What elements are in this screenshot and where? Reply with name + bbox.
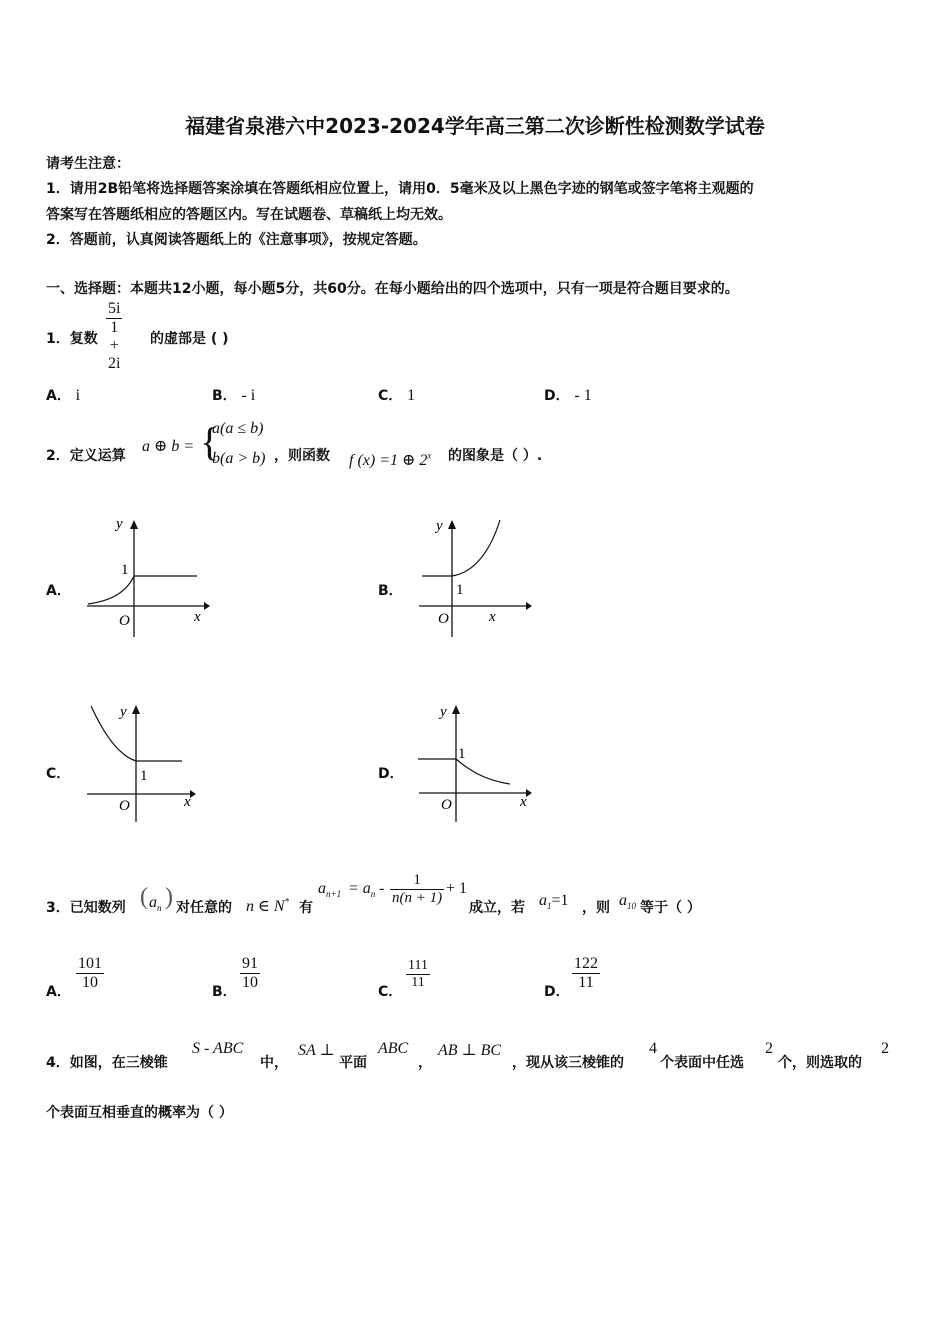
- graph-b: [414, 515, 544, 640]
- q1-fraction: [106, 300, 122, 373]
- graph-a-x-label: x: [194, 609, 201, 625]
- question-3: [46, 872, 926, 922]
- q2-case2: b(a > b): [212, 450, 266, 467]
- q3-seq-bracket-right: ): [165, 884, 173, 910]
- q4-p4: ，现从该三棱锥的: [512, 1055, 624, 1071]
- page-title: 福建省泉港六中2023-2024学年高三第二次诊断性检测数学试卷: [185, 114, 765, 138]
- q4-perp1: SA ⊥: [298, 1042, 335, 1059]
- q4-p3: ，: [418, 1055, 432, 1071]
- q3-p3: 成立，若: [469, 900, 525, 916]
- graph-b-origin: O: [438, 611, 449, 627]
- section-heading: 一、选择题：本题共12小题，每小题5分，共60分。在每小题给出的四个选项中，只有一项是符合题目要求的。: [46, 281, 739, 297]
- q2-option-c-label: C．: [46, 766, 71, 782]
- graph-b-y-label: y: [436, 518, 443, 534]
- q3-seq: $a_n$: [149, 894, 162, 914]
- notice-heading: 请考生注意：: [46, 156, 130, 172]
- q2-func: f (x) =1 ⊕ 2$^x$: [349, 450, 432, 469]
- q4-n4: 4: [649, 1040, 657, 1057]
- q4-p2: 平面: [339, 1055, 367, 1071]
- q1-option-c: C． 1: [378, 387, 416, 404]
- q4-plane: ABC: [378, 1040, 409, 1057]
- graph-d-y-label: y: [440, 704, 447, 720]
- q3-target: $a_{10}$: [619, 892, 636, 912]
- question-4: [46, 1038, 926, 1078]
- graph-a: [82, 515, 212, 640]
- graph-c: [82, 700, 212, 825]
- q4-n2: 2: [765, 1040, 773, 1057]
- graph-b-one: 1: [456, 582, 464, 598]
- graph-c-origin: O: [119, 798, 130, 814]
- q4-p6: 个，则选取的: [778, 1055, 862, 1071]
- graph-a-y-label: y: [116, 516, 123, 532]
- q4-p5: 个表面中任选: [660, 1055, 744, 1071]
- graph-b-x-label: x: [489, 609, 496, 625]
- graph-d-one: 1: [458, 746, 466, 762]
- q3-p2: 有: [299, 900, 313, 916]
- q3-rec-minus: -: [379, 880, 385, 897]
- q3-init: $a_1=1$: [539, 892, 569, 912]
- notice-line1b: 答案写在答题纸相应的答题区内。写在试题卷、草稿纸上均无效。: [46, 207, 452, 223]
- q2-option-b-label: B．: [378, 583, 403, 599]
- notice-line2: 2．答题前，认真阅读答题纸上的《注意事项》，按规定答题。: [46, 232, 427, 248]
- graph-d: [414, 700, 544, 825]
- q2-option-d-label: D．: [378, 766, 404, 782]
- q1-option-a: A． i: [46, 387, 81, 404]
- q1-tail: 的虚部是 ( ): [150, 331, 229, 347]
- q4-stem: 4．如图，在三棱锥: [46, 1055, 168, 1071]
- q3-rec-fraction: $\frac{1}{n(n + 1)}$: [392, 872, 443, 906]
- q3-rec-eq: = $a_n$: [348, 880, 376, 900]
- graph-c-x-label: x: [184, 794, 191, 810]
- q3-seq-bracket-left: (: [140, 884, 148, 910]
- graph-d-origin: O: [441, 797, 452, 813]
- q3-rec-lhs: $a_{n+1}$: [318, 880, 342, 900]
- question-2: [46, 416, 926, 476]
- q2-case1: a(a ≤ b): [212, 420, 264, 437]
- q3-rec-plus: + 1: [446, 880, 468, 897]
- q1-option-b: B． - i: [212, 387, 256, 404]
- q3-nset: n ∈ N*: [246, 896, 290, 915]
- q2-option-a-label: A．: [46, 583, 71, 599]
- q1-stem: 1．复数: [46, 331, 98, 347]
- q1-frac-num: 5i: [108, 300, 121, 317]
- graph-c-y-label: y: [120, 704, 127, 720]
- q2-mid: ，则函数: [274, 448, 330, 464]
- q3-stem: 3．已知数列: [46, 900, 126, 916]
- q4-n2b: 2: [881, 1040, 889, 1057]
- q2-tail: 的图象是（ ）.: [448, 448, 543, 464]
- q4-perp2: AB ⊥ BC: [438, 1042, 502, 1059]
- q4-pyramid: S - ABC: [192, 1040, 244, 1057]
- q3-p4: ，则: [582, 900, 610, 916]
- q2-brace: {: [200, 419, 220, 464]
- q3-p1: 对任意的: [176, 900, 232, 916]
- q2-op: a ⊕ b =: [142, 438, 195, 455]
- graph-a-one: 1: [121, 562, 129, 578]
- q1-option-d: D． - 1: [544, 387, 592, 404]
- q1-frac-den: 1 + 2i: [108, 319, 121, 372]
- graph-d-x-label: x: [520, 794, 527, 810]
- graph-c-one: 1: [140, 768, 148, 784]
- q4-line2: 个表面互相垂直的概率为（ ）: [46, 1105, 233, 1121]
- graph-a-origin: O: [119, 613, 130, 629]
- q4-p1: 中，: [260, 1055, 288, 1071]
- q2-stem: 2．定义运算: [46, 448, 126, 464]
- q3-p5: 等于（ ）: [640, 900, 701, 916]
- notice-line1a: 1．请用2B铅笔将选择题答案涂填在答题纸相应位置上，请用0．5毫米及以上黑色字迹的钢笔或签字笔将主观题的: [46, 181, 754, 197]
